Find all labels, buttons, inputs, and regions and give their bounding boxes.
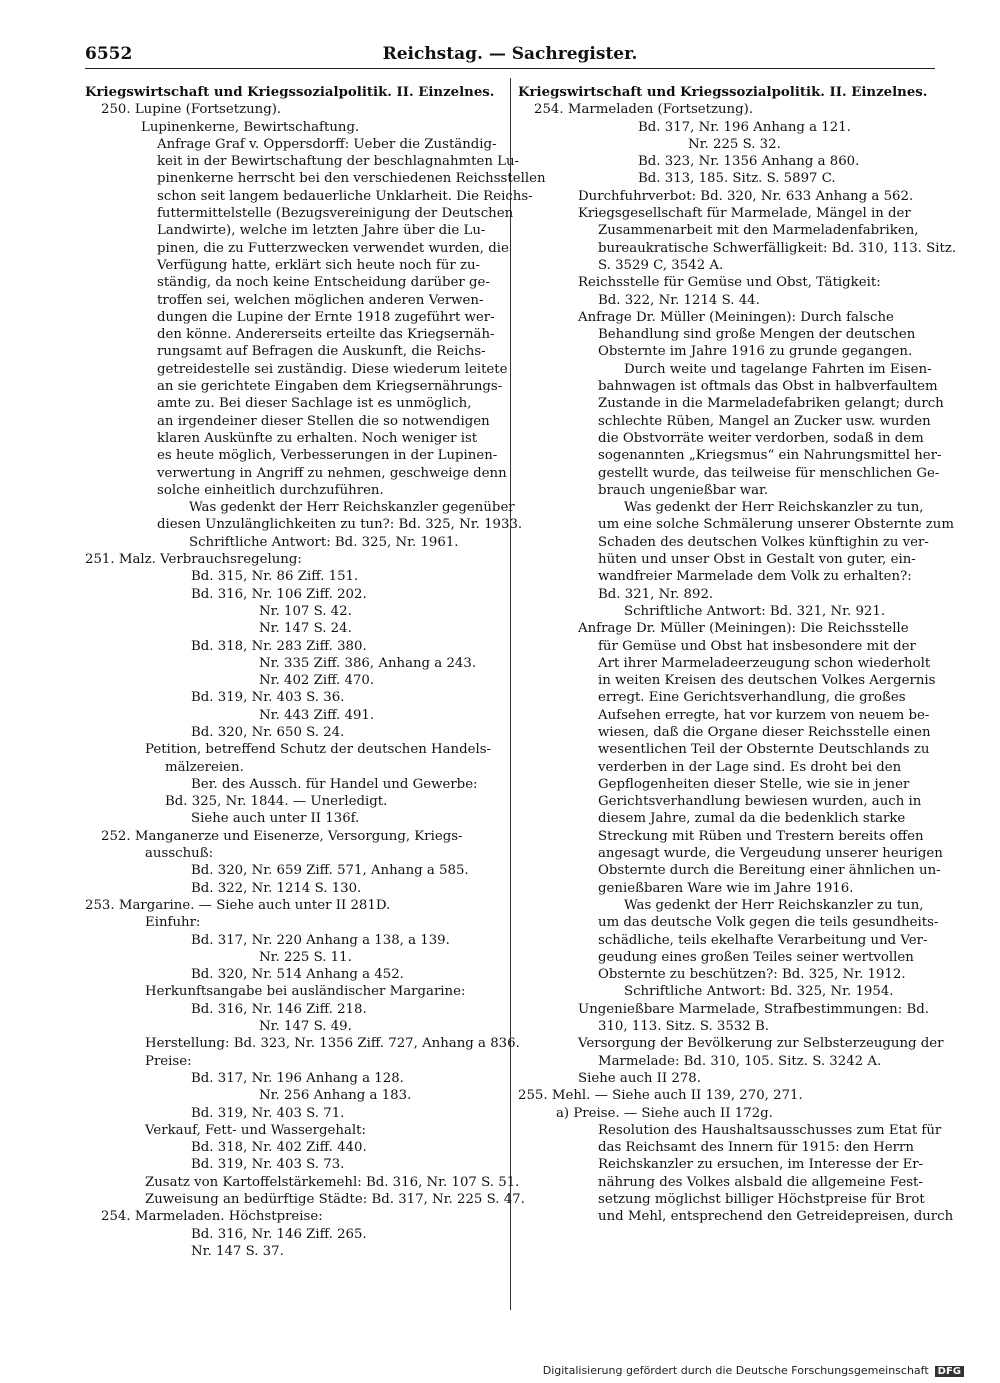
index-entry-line: Gepflogenheiten dieser Stelle, wie sie in jener — [598, 776, 910, 792]
index-entry-line: wesentlichen Teil der Obsternte Deutschlands zu — [598, 742, 930, 758]
index-entry-line: sogenannten „Kriegsmus“ ein Nahrungsmittel her- — [598, 448, 942, 464]
column-divider — [510, 78, 511, 1310]
index-entry-line: wiesen, daß die Organe dieser Reichsstelle einen — [598, 724, 931, 740]
index-entry-line: Herstellung: Bd. 323, Nr. 1356 Ziff. 727, Anhang a 836. — [145, 1036, 520, 1052]
index-entry-line: 251. Malz. Verbrauchsregelung: — [85, 552, 302, 568]
index-entry-line: Bd. 319, Nr. 403 S. 36. — [191, 690, 345, 706]
index-entry-line: diesem Jahre, zumal da die bedenklich starke — [598, 811, 906, 827]
index-entry-line: 252. Manganerze und Eisenerze, Versorgung, Kriegs- — [101, 828, 463, 844]
index-entry-line: Bd. 325, Nr. 1844. — Unerledigt. — [165, 794, 388, 810]
index-entry-line: schlechte Rüben, Mangel an Zucker usw. wurden — [598, 413, 931, 429]
index-entry-line: Schriftliche Antwort: Bd. 321, Nr. 921. — [624, 603, 886, 619]
index-entry-line: Resolution des Haushaltsausschusses zum Etat für — [598, 1122, 942, 1138]
index-entry-line: Art ihrer Marmeladeerzeugung schon wiederholt — [598, 655, 931, 671]
index-entry-line: Zusatz von Kartoffelstärkemehl: Bd. 316, Nr. 107 S. 51. — [145, 1174, 520, 1190]
left-column — [85, 84, 546, 1304]
index-entry-line: an irgendeiner dieser Stellen die so notwendigen — [157, 413, 490, 429]
index-entry-line: Bd. 320, Nr. 514 Anhang a 452. — [191, 967, 404, 983]
index-entry-line: Zustande in die Marmeladefabriken gelangt; durch — [598, 396, 944, 412]
index-entry-line: Nr. 225 S. 32. — [688, 136, 781, 152]
funding-note — [543, 1364, 964, 1377]
funding-note-text: Digitalisierung gefördert durch die Deutsche Forschungsgemeinschaft — [542, 1364, 929, 1377]
index-entry-line: Reichskanzler zu ersuchen, im Interesse der Er- — [598, 1157, 924, 1173]
index-entry-line: Bd. 322, Nr. 1214 S. 130. — [191, 880, 362, 896]
index-entry-line: Schriftliche Antwort: Bd. 325, Nr. 1961. — [189, 534, 459, 550]
index-entry-line: es heute möglich, Verbesserungen in der Lupinen- — [157, 448, 498, 464]
index-entry-line: Anfrage Dr. Müller (Meiningen): Die Reichsstelle — [578, 621, 909, 637]
index-entry-line: verwertung in Angriff zu nehmen, geschweige denn — [157, 465, 507, 481]
index-entry-line: Nr. 256 Anhang a 183. — [259, 1088, 412, 1104]
index-entry-line: Nr. 147 S. 37. — [191, 1243, 284, 1259]
index-entry-line: 254. Marmeladen (Fortsetzung). — [534, 102, 754, 118]
index-entry-line: um das deutsche Volk gegen die teils gesundheits- — [598, 915, 939, 931]
dfg-logo: DFG — [935, 1366, 964, 1377]
index-entry-line: genießbaren Ware wie im Jahre 1916. — [598, 880, 854, 896]
index-entry-line: das Reichsamt des Innern für 1915: den Herrn — [598, 1140, 914, 1156]
index-entry-line: schädliche, teils ekelhafte Verarbeitung und Ver- — [598, 932, 928, 948]
index-entry-line: Durchfuhrverbot: Bd. 320, Nr. 633 Anhang a 562. — [578, 188, 914, 204]
index-entry-line: Bd. 315, Nr. 86 Ziff. 151. — [191, 569, 359, 585]
index-entry-line: Bd. 320, Nr. 659 Ziff. 571, Anhang a 585. — [191, 863, 469, 879]
index-entry-line: an sie gerichtete Eingaben dem Kriegsernährungs- — [157, 379, 503, 395]
index-entry-line: Anfrage Graf v. Oppersdorff: Ueber die Zuständig- — [157, 136, 497, 152]
index-entry-line: amte zu. Bei dieser Sachlage ist es unmöglich, — [157, 396, 472, 412]
index-entry-line: mälzereien. — [165, 759, 244, 775]
index-entry-line: Verkauf, Fett- und Wassergehalt: — [145, 1122, 366, 1138]
running-title: Reichstag. — Sachregister. — [382, 44, 638, 64]
index-entry-line: setzung möglichst billiger Höchstpreise für Brot — [598, 1192, 925, 1207]
index-entry-line: Lupinenkerne, Bewirtschaftung. — [141, 119, 360, 135]
index-entry-line: Schaden des deutschen Volkes künftighin zu ver- — [598, 534, 929, 550]
index-entry-line: Kriegsgesellschaft für Marmelade, Mängel in der — [578, 206, 911, 222]
index-entry-line: pinenkerne herrscht bei den verschiedenen Reichsstellen — [157, 171, 546, 187]
section-heading: Kriegswirtschaft und Kriegssozialpolitik. II. Einzelnes. — [518, 85, 928, 100]
index-entry-line: 310, 113. Sitz. S. 3532 B. — [598, 1019, 769, 1035]
index-entry-line: Bd. 321, Nr. 892. — [598, 586, 714, 602]
index-entry-line: Bd. 319, Nr. 403 S. 73. — [191, 1157, 345, 1173]
right-column — [518, 84, 957, 1304]
page-header — [85, 44, 935, 69]
index-entry-line: Bd. 319, Nr. 403 S. 71. — [191, 1105, 345, 1121]
index-entry-line: in weiten Kreisen des deutschen Volkes Aergernis — [598, 673, 936, 689]
index-entry-line: Bd. 316, Nr. 146 Ziff. 218. — [191, 1001, 367, 1017]
index-entry-line: Verfügung hatte, erklärt sich heute noch für zu- — [157, 257, 481, 273]
index-entry-line: pinen, die zu Futterzwecken verwendet wurden, die — [157, 240, 509, 256]
index-entry-line: um eine solche Schmälerung unserer Obsternte zum — [598, 517, 954, 533]
index-entry-line: bahnwagen ist oftmals das Obst in halbverfaultem — [598, 379, 938, 395]
index-entry-line: Obsternte zu beschützen?: Bd. 325, Nr. 1912. — [598, 967, 906, 983]
index-entry-line: Gerichtsverhandlung bewiesen wurden, auch in — [598, 794, 922, 810]
index-entry-line: schon seit langem bedauerliche Unklarheit. Die Reichs- — [157, 188, 533, 204]
index-entry-line: Nr. 225 S. 11. — [259, 949, 352, 965]
index-entry-line: Siehe auch II 278. — [578, 1070, 701, 1086]
index-entry-line: und Mehl, entsprechend den Getreidepreisen, durch — [598, 1209, 954, 1225]
index-entry-line: Bd. 313, 185. Sitz. S. 5897 C. — [638, 171, 836, 187]
index-entry-line: Zuweisung an bedürftige Städte: Bd. 317, Nr. 225 S. 47. — [145, 1192, 525, 1207]
index-entry-line: 250. Lupine (Fortsetzung). — [101, 102, 282, 118]
index-entry-line: brauch ungenießbar war. — [598, 482, 769, 498]
index-entry-line: dungen die Lupine der Ernte 1918 zugeführt wer- — [157, 309, 495, 325]
index-entry-line: verderben in der Lage sind. Es droht bei den — [598, 759, 902, 775]
index-entry-line: Was gedenkt der Herr Reichskanzler zu tun, — [624, 897, 924, 913]
index-entry-line: Obsternte durch die Bereitung einer ähnlichen un- — [598, 863, 941, 879]
section-heading: Kriegswirtschaft und Kriegssozialpolitik. II. Einzelnes. — [85, 85, 495, 100]
index-entry-line: Bd. 318, Nr. 402 Ziff. 440. — [191, 1140, 367, 1156]
index-entry-line: Aufsehen erregte, hat vor kurzem von neuem be- — [598, 707, 930, 723]
index-entry-line: Bd. 317, Nr. 196 Anhang a 128. — [191, 1070, 404, 1086]
index-entry-line: nährung des Volkes alsbald die allgemeine Fest- — [598, 1174, 923, 1190]
index-entry-line: Ber. des Aussch. für Handel und Gewerbe: — [191, 776, 478, 792]
index-entry-line: Zusammenarbeit mit den Marmeladenfabriken, — [598, 223, 919, 239]
index-entry-line: Siehe auch unter II 136f. — [191, 811, 360, 827]
index-entry-line: keit in der Bewirtschaftung der beschlagnahmten Lu- — [157, 154, 520, 170]
index-entry-line: Behandlung sind große Mengen der deutschen — [598, 327, 916, 343]
index-entry-line: klaren Auskünfte zu erhalten. Noch weniger ist — [157, 430, 478, 446]
index-entry-line: ausschuß: — [145, 846, 214, 862]
index-entry-line: Bd. 318, Nr. 283 Ziff. 380. — [191, 638, 367, 654]
page-number: 6552 — [85, 44, 133, 64]
index-entry-line: angesagt wurde, die Vergeudung unserer heurigen — [598, 846, 943, 862]
index-entry-line: Durch weite und tagelange Fahrten im Eisen- — [624, 361, 932, 377]
index-entry-line: Ungenießbare Marmelade, Strafbestimmungen: Bd. — [578, 1001, 929, 1017]
index-entry-line: bureaukratische Schwerfälligkeit: Bd. 310, 113. Sitz. — [598, 240, 957, 256]
index-entry-line: rungsamt auf Befragen die Auskunft, die Reichs- — [157, 344, 486, 360]
index-entry-line: Petition, betreffend Schutz der deutschen Handels- — [145, 742, 492, 758]
index-entry-line: Anfrage Dr. Müller (Meiningen): Durch falsche — [578, 309, 894, 325]
index-entry-line: troffen sei, welchen möglichen anderen Verwen- — [157, 292, 484, 308]
index-entry-line: Obsternte im Jahre 1916 zu grunde gegangen. — [598, 344, 913, 360]
index-entry-line: Reichsstelle für Gemüse und Obst, Tätigkeit: — [578, 275, 881, 291]
index-entry-line: 253. Margarine. — Siehe auch unter II 281D. — [85, 897, 391, 913]
index-entry-line: Bd. 317, Nr. 220 Anhang a 138, a 139. — [191, 932, 450, 948]
index-entry-line: getreidestelle sei zuständig. Diese wiederum leitete — [157, 361, 508, 377]
index-entry-line: Herkunftsangabe bei ausländischer Margarine: — [145, 984, 466, 1000]
index-entry-line: S. 3529 C, 3542 A. — [598, 257, 724, 273]
index-entry-line: Bd. 322, Nr. 1214 S. 44. — [598, 292, 760, 308]
index-entry-line: solche einheitlich durchzuführen. — [157, 482, 384, 498]
index-entry-line: den könne. Andererseits erteilte das Kriegsernäh- — [157, 327, 495, 343]
index-entry-line: wandfreier Marmelade dem Volk zu erhalten?: — [598, 569, 912, 585]
index-entry-line: Einfuhr: — [145, 915, 201, 931]
index-entry-line: Versorgung der Bevölkerung zur Selbsterzeugung der — [578, 1036, 944, 1052]
index-entry-line: Was gedenkt der Herr Reichskanzler gegenüber — [189, 500, 515, 516]
index-entry-line: Landwirte), welche im letzten Jahre über die Lu- — [157, 223, 486, 239]
index-entry-line: Nr. 443 Ziff. 491. — [259, 707, 375, 723]
index-entry-line: Bd. 320, Nr. 650 S. 24. — [191, 724, 345, 740]
index-entry-line: diesen Unzulänglichkeiten zu tun?: Bd. 325, Nr. 1933. — [157, 517, 523, 533]
index-entry-line: Bd. 317, Nr. 196 Anhang a 121. — [638, 119, 851, 135]
index-entry-line: Nr. 335 Ziff. 386, Anhang a 243. — [259, 655, 477, 671]
index-entry-line: Streckung mit Rüben und Trestern bereits offen — [598, 828, 924, 844]
index-entry-line: Marmelade: Bd. 310, 105. Sitz. S. 3242 A. — [598, 1053, 882, 1069]
index-entry-line: Schriftliche Antwort: Bd. 325, Nr. 1954. — [624, 984, 894, 1000]
index-entry-line: futtermittelstelle (Bezugsvereinigung der Deutschen — [157, 206, 514, 222]
index-entry-line: Was gedenkt der Herr Reichskanzler zu tun, — [624, 500, 924, 516]
index-entry-line: Nr. 107 S. 42. — [259, 603, 352, 619]
index-entry-line: Preise: — [145, 1053, 192, 1069]
index-entry-line: Bd. 316, Nr. 106 Ziff. 202. — [191, 586, 367, 602]
index-entry-line: die Obstvorräte weiter verdorben, sodaß in dem — [598, 430, 924, 446]
index-entry-line: Bd. 316, Nr. 146 Ziff. 265. — [191, 1226, 367, 1242]
index-entry-line: erregt. Eine Gerichtsverhandlung, die großes — [598, 690, 906, 706]
index-entry-line: 254. Marmeladen. Höchstpreise: — [101, 1209, 323, 1225]
index-entry-line: gestellt wurde, das teilweise für menschlichen Ge- — [598, 465, 940, 481]
index-entry-line: a) Preise. — Siehe auch II 172g. — [556, 1105, 773, 1121]
index-entry-line: für Gemüse und Obst hat insbesondere mit der — [598, 638, 916, 654]
index-entry-line: Nr. 147 S. 24. — [259, 621, 352, 637]
index-entry-line: Nr. 402 Ziff. 470. — [259, 673, 375, 689]
index-entry-line: Nr. 147 S. 49. — [259, 1019, 352, 1035]
index-entry-line: 255. Mehl. — Siehe auch II 139, 270, 271. — [518, 1088, 803, 1104]
index-entry-line: Bd. 323, Nr. 1356 Anhang a 860. — [638, 154, 860, 170]
index-entry-line: geudung eines großen Teiles seiner wertvollen — [598, 949, 914, 965]
index-entry-line: hüten und unser Obst in Gestalt von guter, ein- — [598, 552, 916, 568]
index-entry-line: ständig, da noch keine Entscheidung darüber ge- — [157, 275, 490, 291]
